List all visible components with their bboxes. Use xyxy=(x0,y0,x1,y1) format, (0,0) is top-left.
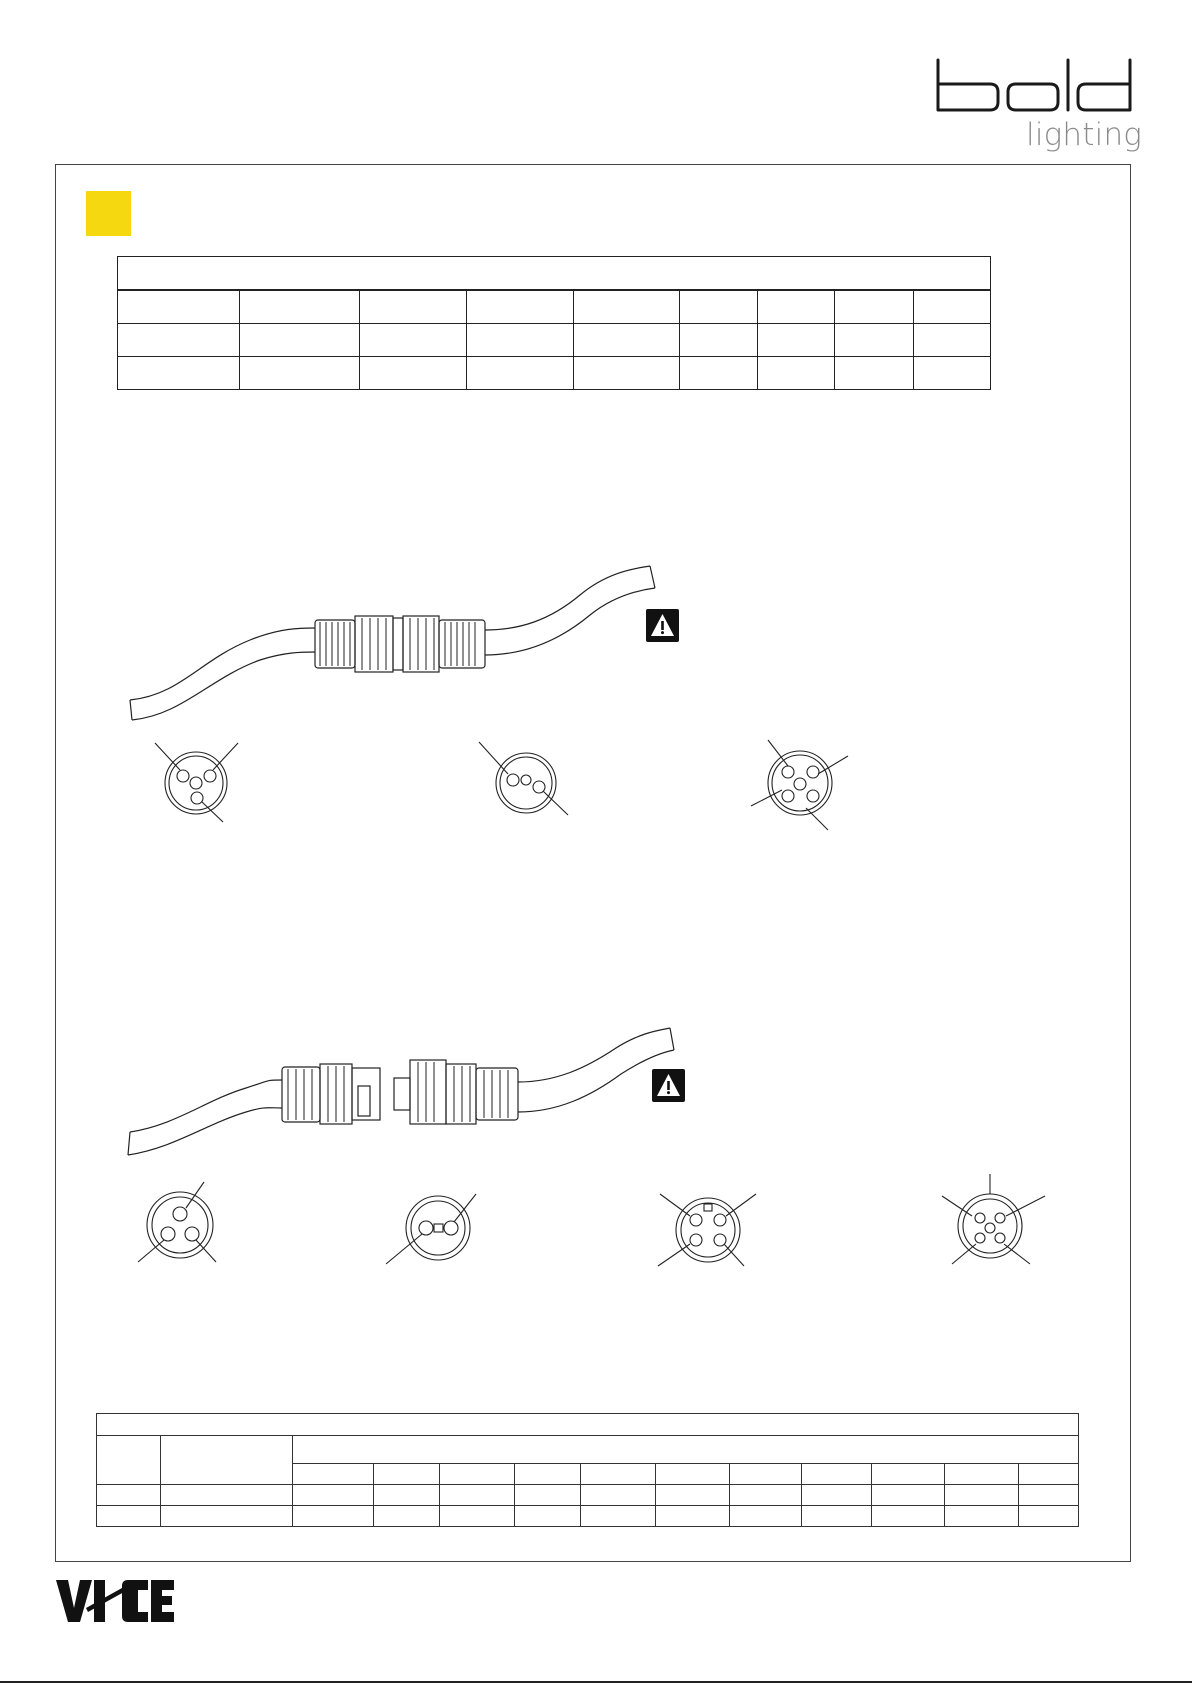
pin-diagram-2pole xyxy=(476,740,576,825)
pin-diagram-3pole-b xyxy=(136,1180,246,1265)
logo-subtitle: lighting xyxy=(1026,117,1143,153)
table-title-cell xyxy=(118,257,991,291)
pin-diagram-3pole xyxy=(150,740,250,825)
table-row xyxy=(118,324,991,357)
spec-table-top xyxy=(117,256,991,390)
table-row xyxy=(97,1506,1079,1527)
pin-diagram-4pole xyxy=(656,1192,766,1267)
section-marker xyxy=(86,191,131,236)
table-header-row xyxy=(97,1436,1079,1464)
table-row xyxy=(118,290,991,324)
plug-socket-connector-drawing xyxy=(126,1020,686,1160)
pin-diagram-2pole-b xyxy=(384,1192,484,1267)
warning-triangle-icon xyxy=(646,609,679,642)
footer-rule xyxy=(0,1681,1192,1683)
table-row xyxy=(118,357,991,390)
table-row xyxy=(97,1485,1079,1506)
pin-diagram-5pole-b xyxy=(940,1172,1055,1267)
warning-triangle-icon xyxy=(652,1069,685,1102)
pin-diagram-5pole xyxy=(748,738,858,833)
spec-table-bottom xyxy=(96,1413,1079,1527)
table-title-row xyxy=(97,1414,1079,1436)
inline-connector-drawing xyxy=(120,560,680,730)
vice-logo xyxy=(56,1578,176,1624)
table-title-row xyxy=(118,257,991,291)
